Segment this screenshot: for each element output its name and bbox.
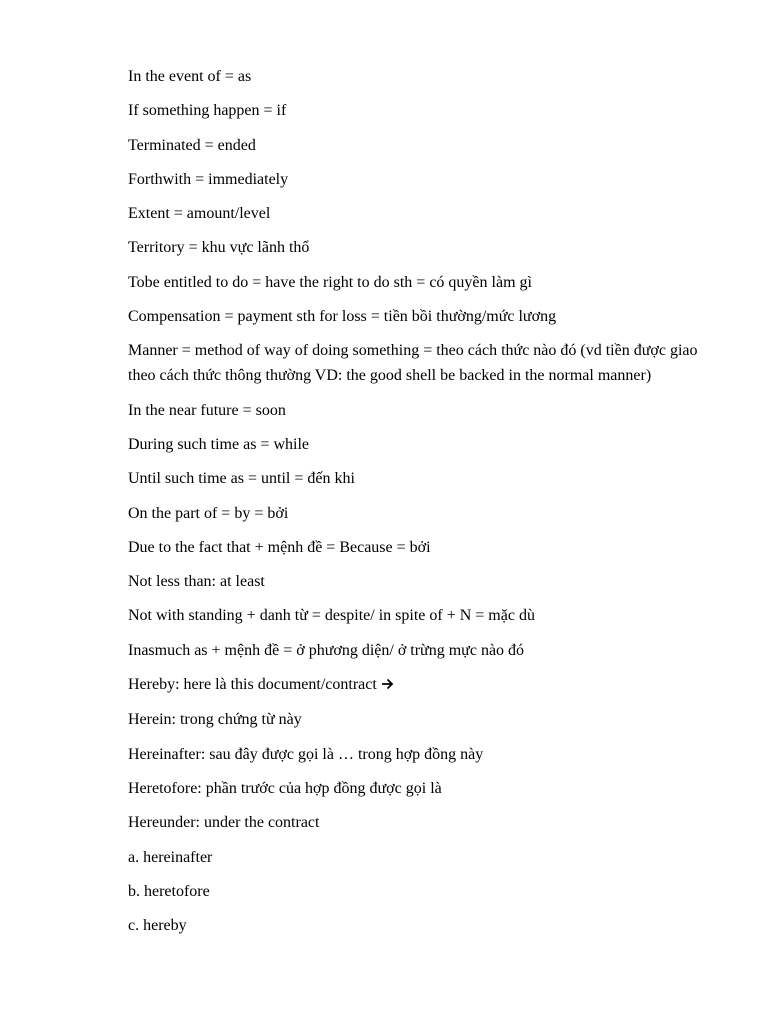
term-line-21: Heretofore: phần trước của hợp đồng được gọi là: [128, 779, 442, 797]
option-b: b. heretofore: [128, 882, 210, 900]
term-line-20: Hereinafter: sau đây được gọi là … trong hợp đồng này: [128, 745, 484, 763]
term-line-17: Inasmuch as + mệnh đề = ở phương diện/ ở trừng mực nào đó: [128, 641, 525, 659]
term-line-1: In the event of = as: [128, 68, 252, 85]
term-line-10: In the near future = soon: [128, 401, 286, 419]
term-line-3: Terminated = ended: [128, 136, 256, 154]
term-line-13: On the part of = by = bởi: [128, 504, 289, 522]
term-line-22: Hereunder: under the contract: [128, 814, 320, 832]
term-line-19: Herein: trong chứng từ này: [128, 711, 302, 729]
term-line-12: Until such time as = until = đến khi: [128, 470, 355, 488]
term-line-4: Forthwith = immediately: [128, 170, 289, 188]
term-line-6: Territory = khu vực lãnh thổ: [128, 239, 310, 257]
document-page: [128, 64, 728, 947]
term-line-9: Manner = method of way of doing something = theo cách thức nào đó (vd tiền được giao theo cách thức thông thường VD: the good shell be backed in the normal manner): [128, 342, 698, 385]
term-line-5: Extent = amount/level: [128, 205, 271, 223]
term-line-14: Due to the fact that + mệnh đề = Because = bởi: [128, 538, 431, 556]
right-arrow-icon: [381, 677, 394, 693]
term-line-15: Not less than: at least: [128, 573, 265, 591]
term-line-16: Not with standing + danh từ = despite/ in spite of + N = mặc dù: [128, 607, 535, 625]
option-a: a. hereinafter: [128, 848, 213, 866]
term-line-18: [128, 672, 728, 698]
option-c: c. hereby: [128, 917, 187, 935]
term-line-7: Tobe entitled to do = have the right to do sth = có quyền làm gì: [128, 273, 532, 291]
term-line-18-text: Hereby: here là this document/contract: [128, 676, 377, 694]
term-line-8: Compensation = payment sth for loss = tiền bồi thường/mức lương: [128, 308, 557, 326]
term-line-2: If something happen = if: [128, 102, 287, 120]
term-line-11: During such time as = while: [128, 435, 309, 453]
